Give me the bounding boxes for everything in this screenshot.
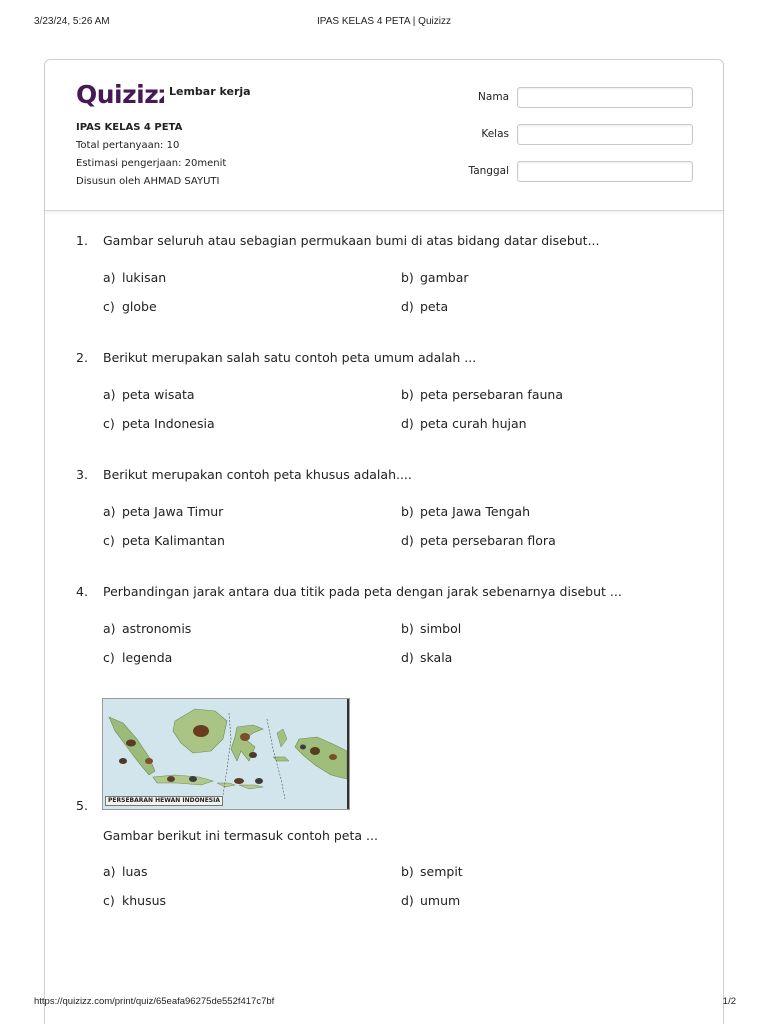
option-text: legenda xyxy=(122,650,173,665)
option-a[interactable] xyxy=(103,621,191,636)
option-letter: b) xyxy=(401,504,414,519)
option-d[interactable] xyxy=(401,416,527,431)
print-title: IPAS KELAS 4 PETA | Quizizz xyxy=(317,16,451,27)
question-text: Perbandingan jarak antara dua titik pada peta dengan jarak sebenarnya disebut ... xyxy=(103,584,622,599)
question-number: 4. xyxy=(76,584,88,599)
class-field[interactable] xyxy=(517,124,693,145)
print-date: 3/23/24, 5:26 AM xyxy=(34,16,110,27)
print-footer xyxy=(0,996,768,1010)
option-letter: c) xyxy=(103,650,115,665)
option-text: gambar xyxy=(420,270,469,285)
estimated-time: Estimasi pengerjaan: 20menit xyxy=(76,158,227,169)
question-number: 2. xyxy=(76,350,88,365)
option-letter: c) xyxy=(103,533,115,548)
option-c[interactable] xyxy=(103,650,172,665)
question-5-map-image xyxy=(102,698,350,810)
option-letter: a) xyxy=(103,621,116,636)
question-text: Gambar berikut ini termasuk contoh peta ... xyxy=(103,828,378,843)
option-c[interactable] xyxy=(103,416,215,431)
option-letter: b) xyxy=(401,621,414,636)
class-label: Kelas xyxy=(481,128,509,140)
quiz-title: IPAS KELAS 4 PETA xyxy=(76,122,183,133)
option-letter: d) xyxy=(401,893,414,908)
option-a[interactable] xyxy=(103,504,223,519)
option-d[interactable] xyxy=(401,650,452,665)
name-label: Nama xyxy=(478,91,509,103)
option-letter: d) xyxy=(401,650,414,665)
animal-icon xyxy=(193,725,209,737)
option-text: peta Jawa Timur xyxy=(122,504,224,519)
map-caption: PERSEBARAN HEWAN INDONESIA xyxy=(105,796,223,806)
option-letter: c) xyxy=(103,299,115,314)
question-text: Gambar seluruh atau sebagian permukaan bumi di atas bidang datar disebut... xyxy=(103,233,600,248)
option-b[interactable] xyxy=(401,621,461,636)
print-header xyxy=(0,16,768,30)
worksheet-header xyxy=(45,60,723,211)
animal-icon xyxy=(240,733,250,741)
option-letter: d) xyxy=(401,416,414,431)
quiz-meta xyxy=(76,119,226,191)
animal-icon xyxy=(145,758,153,764)
animal-icon xyxy=(255,778,263,784)
animal-icon xyxy=(249,752,257,758)
animal-icon xyxy=(126,740,136,747)
animal-icon xyxy=(189,776,197,782)
total-questions: Total pertanyaan: 10 xyxy=(76,140,180,151)
option-letter: b) xyxy=(401,387,414,402)
question-number: 5. xyxy=(76,798,88,813)
option-text: peta Kalimantan xyxy=(122,533,225,548)
animal-icon xyxy=(310,747,320,755)
option-letter: c) xyxy=(103,416,115,431)
map-edge xyxy=(347,699,349,809)
option-text: peta wisata xyxy=(122,387,195,402)
option-text: lukisan xyxy=(122,270,167,285)
author: Disusun oleh AHMAD SAYUTI xyxy=(76,176,220,187)
option-c[interactable] xyxy=(103,299,157,314)
option-text: peta xyxy=(420,299,449,314)
option-b[interactable] xyxy=(401,864,463,879)
animal-icon xyxy=(119,758,127,764)
option-text: peta Jawa Tengah xyxy=(420,504,531,519)
option-letter: b) xyxy=(401,864,414,879)
option-text: astronomis xyxy=(122,621,192,636)
option-a[interactable] xyxy=(103,270,166,285)
option-text: sempit xyxy=(420,864,463,879)
option-text: umum xyxy=(420,893,461,908)
option-letter: d) xyxy=(401,533,414,548)
question-number: 3. xyxy=(76,467,88,482)
animal-icon xyxy=(167,776,175,782)
option-text: simbol xyxy=(420,621,462,636)
worksheet xyxy=(44,59,724,1024)
option-letter: d) xyxy=(401,299,414,314)
indonesia-fauna-map xyxy=(103,699,349,809)
option-text: peta persebaran flora xyxy=(420,533,556,548)
option-d[interactable] xyxy=(401,893,460,908)
option-b[interactable] xyxy=(401,504,530,519)
option-letter: a) xyxy=(103,270,116,285)
question-text: Berikut merupakan salah satu contoh peta umum adalah ... xyxy=(103,350,477,365)
animal-icon xyxy=(300,745,306,750)
option-text: luas xyxy=(122,864,148,879)
option-c[interactable] xyxy=(103,533,225,548)
date-label: Tanggal xyxy=(468,165,509,177)
option-letter: a) xyxy=(103,504,116,519)
page-number: 1/2 xyxy=(722,996,736,1007)
option-b[interactable] xyxy=(401,387,563,402)
option-b[interactable] xyxy=(401,270,469,285)
quizizz-logo-wordmark xyxy=(76,79,164,109)
option-c[interactable] xyxy=(103,893,166,908)
option-text: skala xyxy=(420,650,453,665)
option-text: peta curah hujan xyxy=(420,416,527,431)
option-d[interactable] xyxy=(401,533,556,548)
option-letter: a) xyxy=(103,864,116,879)
question-number: 1. xyxy=(76,233,88,248)
option-letter: b) xyxy=(401,270,414,285)
option-a[interactable] xyxy=(103,387,195,402)
option-a[interactable] xyxy=(103,864,148,879)
option-text: peta Indonesia xyxy=(122,416,215,431)
option-text: globe xyxy=(122,299,157,314)
logo-text: Quizizz xyxy=(76,80,164,109)
worksheet-subtitle: Lembar kerja xyxy=(169,85,251,98)
quizizz-logo xyxy=(76,79,164,109)
option-text: peta persebaran fauna xyxy=(420,387,563,402)
option-d[interactable] xyxy=(401,299,448,314)
animal-icon xyxy=(329,754,337,760)
animal-icon xyxy=(234,778,244,784)
name-field[interactable] xyxy=(517,87,693,108)
option-letter: a) xyxy=(103,387,116,402)
date-field[interactable] xyxy=(517,161,693,182)
print-url: https://quizizz.com/print/quiz/65eafa96275de552f417c7bf xyxy=(34,996,275,1007)
question-text: Berikut merupakan contoh peta khusus adalah.... xyxy=(103,467,412,482)
option-text: khusus xyxy=(122,893,167,908)
option-letter: c) xyxy=(103,893,115,908)
